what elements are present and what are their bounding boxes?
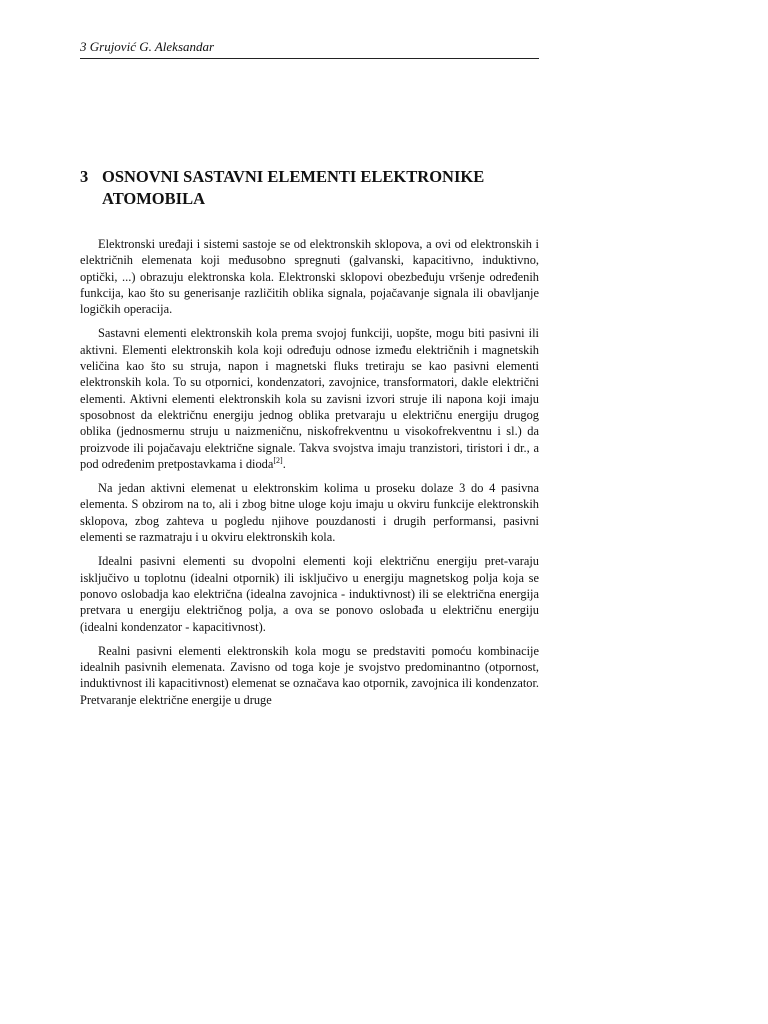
paragraph-4: Idealni pasivni elementi su dvopolni elementi koji električnu energiju pret-varaju isključivo u toplotnu (idealni otpornik) ili isključivo u energiju magnetskog polja koja se ponovo oslobadja kao električna (idealna zavojnica - induktivnost) ili se električna energija pretvara u energiju električnog polja, a ova se ponovo oslobađa u električnu energiju (idealni kondenzator - kapacitivnost). — [80, 554, 539, 634]
paragraph-3: Na jedan aktivni elemenat u elektronskim kolima u proseku dolaze 3 do 4 pasivna elementa. S obzirom na to, ali i zbog bitne uloge koju imaju u okviru funkcije elektronskih sklopova, zbog zahteva u pogledu njihove pouzdanosti i drugih performansi, pasivni elementi se razmatraju i u okviru elektronskih kola. — [80, 481, 539, 545]
chapter-number: 3 — [80, 167, 89, 186]
paragraph-1: Elektronski uređaji i sistemi sastoje se od elektronskih sklopova, a ovi od elektronskih i električnih elemenata koji međusobno spregnuti (galvanski, kapacitivno, induktivno, optički, ...) obrazuju elektronska kola. Elektronski sklopovi obezbeđuju vršenje određenih funkcija, kao što su generisanje različitih oblika signala, pojačavanje signala ili obavljanje logičkih operacija. — [80, 237, 539, 317]
paragraph-2-text: Sastavni elementi elektronskih kola prema svojoj funkciji, uopšte, mogu biti pasivni ili aktivni. Elementi elektronskih kola koji određuju odnose između električnih i magnetskih veličina kao što su struja, napon i magnetski fluks tretiraju se kao pasivni elementi elektronskih kola. To su otpornici, kondenzatori, zavojnice, transformatori, dakle električni elementi. Aktivni elementi elektronskih kola su zavisni izvori struje ili napona koji imaju sposobnost da električnu energiju jednog oblika pretvaraju u električnu energiju drugog oblika (jednosmernu struju u naizmeničnu, niskofrekventnu u visokofrekventnu i sl.) da proizvode ili pojačavaju električne signale. Takva svojstva imaju tranzistori, tiristori i dr., a pod određenim pretpostavkama i dioda — [80, 326, 539, 471]
paragraph-5: Realni pasivni elementi elektronskih kola mogu se predstaviti pomoću kombinacije idealnih pasivnih elemenata. Zavisno od toga koje je svojstvo predominantno (otpornost, induktivnost ili kapacitivnost) elemenat se označava kao otpornik, zavojnica ili kondenzator. Pretvaranje električne energije u druge — [80, 643, 540, 707]
paragraph-2-suffix: . — [282, 456, 286, 471]
body-text — [80, 236, 539, 716]
citation-reference: [2] — [273, 455, 283, 465]
chapter-heading — [80, 166, 539, 210]
running-header: 3 Grujović G. Aleksandar — [80, 38, 539, 59]
chapter-title: OSNOVNI SASTAVNI ELEMENTI ELEKTRONIKE ATOMOBILA — [102, 167, 485, 208]
paragraph-2 — [80, 325, 539, 472]
